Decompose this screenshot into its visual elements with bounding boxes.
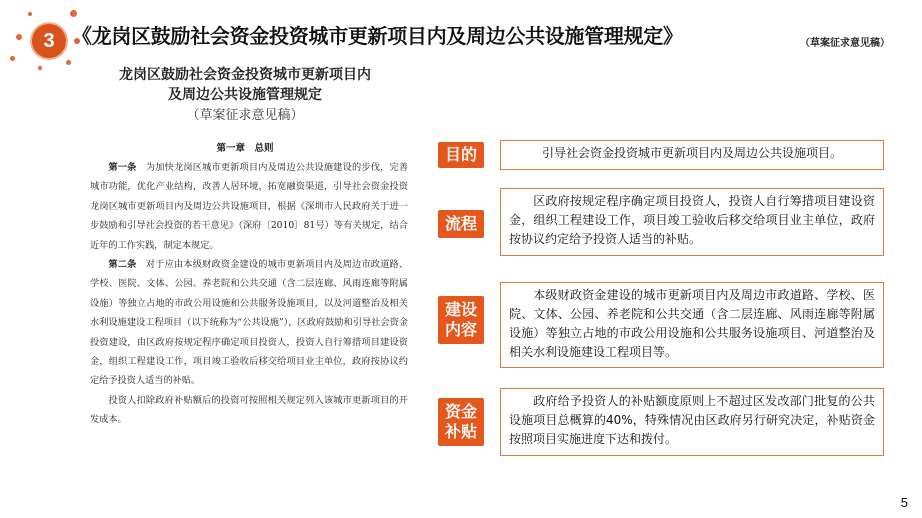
funding-subsidy-text: 政府给予投资人的补贴额度原则上不超过区发改部门批复的公共设施项目总概算的40%，特殊情况由区政府另行研究决定，补贴资金按照项目实施进度下达和拨付。 xyxy=(509,394,875,446)
slide-title: 《龙岗区鼓励社会资金投资城市更新项目内及周边公共设施管理规定》 xyxy=(72,24,683,48)
article-2-tail: 投资人扣除政府补贴额后的投资可按照相关规定列入该城市更新项目的开发成本。 xyxy=(90,394,408,426)
article-2 xyxy=(90,255,408,391)
decor-dot xyxy=(28,12,32,16)
decor-dot xyxy=(10,56,15,61)
decor-dot xyxy=(70,10,77,17)
tag-funding-subsidy xyxy=(438,398,484,446)
tag-process: 流程 xyxy=(438,210,484,238)
construction-content-text: 本级财政资金建设的城市更新项目内及周边市政道路、学校、医院、文体、公园、养老院和公共交通（含二层连廊、风雨连廊等附属设施）等独立占地的市政公用设施和公共服务设施项目、河道整治及相关水利设施建设工程项目等。 xyxy=(509,288,875,359)
box-funding-subsidy xyxy=(500,388,884,456)
box-process xyxy=(500,188,884,256)
purpose-text: 引导社会资金投资城市更新项目内及周边公共设施项目。 xyxy=(541,146,842,160)
article-2-text: 对于应由本级财政资金建设的城市更新项目内及周边市政道路、学校、医院、文体、公园、养老院和公共交通（含二层连廊、风雨连廊等附属设施）等独立占地的市政公用设施和公共服务设施项目，以及河道整治及相关水利设施建设工程项目（以下统称为“公共设施”），区政府鼓励和引导社会资金投资建设，由区政府按规定程序确定项目投资人，投资人自行筹措项目建设资金，组织工程建设工作，项目竣工验收后移交给项目业主单位，政府按协议约定给予投资人适当的补贴。 xyxy=(90,259,409,387)
tag-construction-line2: 内容 xyxy=(444,320,477,339)
box-construction-content xyxy=(500,282,884,368)
document-body xyxy=(90,158,408,430)
article-1-text: 为加快龙岗区城市更新项目内及周边公共设施建设的步伐，完善城市功能，优化产业结构，改善人居环境，拓宽融资渠道，引导社会资金投资龙岗区城市更新项目内及周边公共设施项目，根据《深圳市人民政府关于进一步鼓励和引导社会投资的若干意见》（深府〔2010〕81号）等有关规定，结合近年的工作实践，制定本规定。 xyxy=(90,162,409,251)
document-draft-note: （草案征求意见稿） xyxy=(186,108,304,123)
box-purpose xyxy=(500,140,884,170)
tag-purpose: 目的 xyxy=(438,142,484,168)
document-chapter-title: 第一章 总则 xyxy=(216,143,274,154)
tag-funding-line2: 补贴 xyxy=(444,422,477,441)
article-2-label: 第二条 xyxy=(108,259,137,271)
process-text: 区政府按规定程序确定项目投资人，投资人自行筹措项目建设资金，组织工程建设工作，项目竣工验收后移交给项目业主单位，政府按协议约定给予投资人适当的补贴。 xyxy=(509,194,875,246)
document-heading-line2: 及周边公共设施管理规定 xyxy=(168,87,322,103)
article-1 xyxy=(90,158,408,255)
article-1-label: 第一条 xyxy=(108,162,137,173)
page-number: 5 xyxy=(900,495,908,510)
section-number-badge: 3 xyxy=(32,24,66,58)
document-heading-line1: 龙岗区鼓励社会资金投资城市更新项目内 xyxy=(119,67,371,83)
tag-funding-line1: 资金 xyxy=(444,402,477,421)
decor-dot xyxy=(38,66,42,70)
tag-construction-content xyxy=(438,296,484,344)
decor-dot xyxy=(16,34,22,40)
tag-construction-line1: 建设 xyxy=(444,300,477,319)
slide-subtitle: （草案征求意见稿） xyxy=(800,38,890,49)
